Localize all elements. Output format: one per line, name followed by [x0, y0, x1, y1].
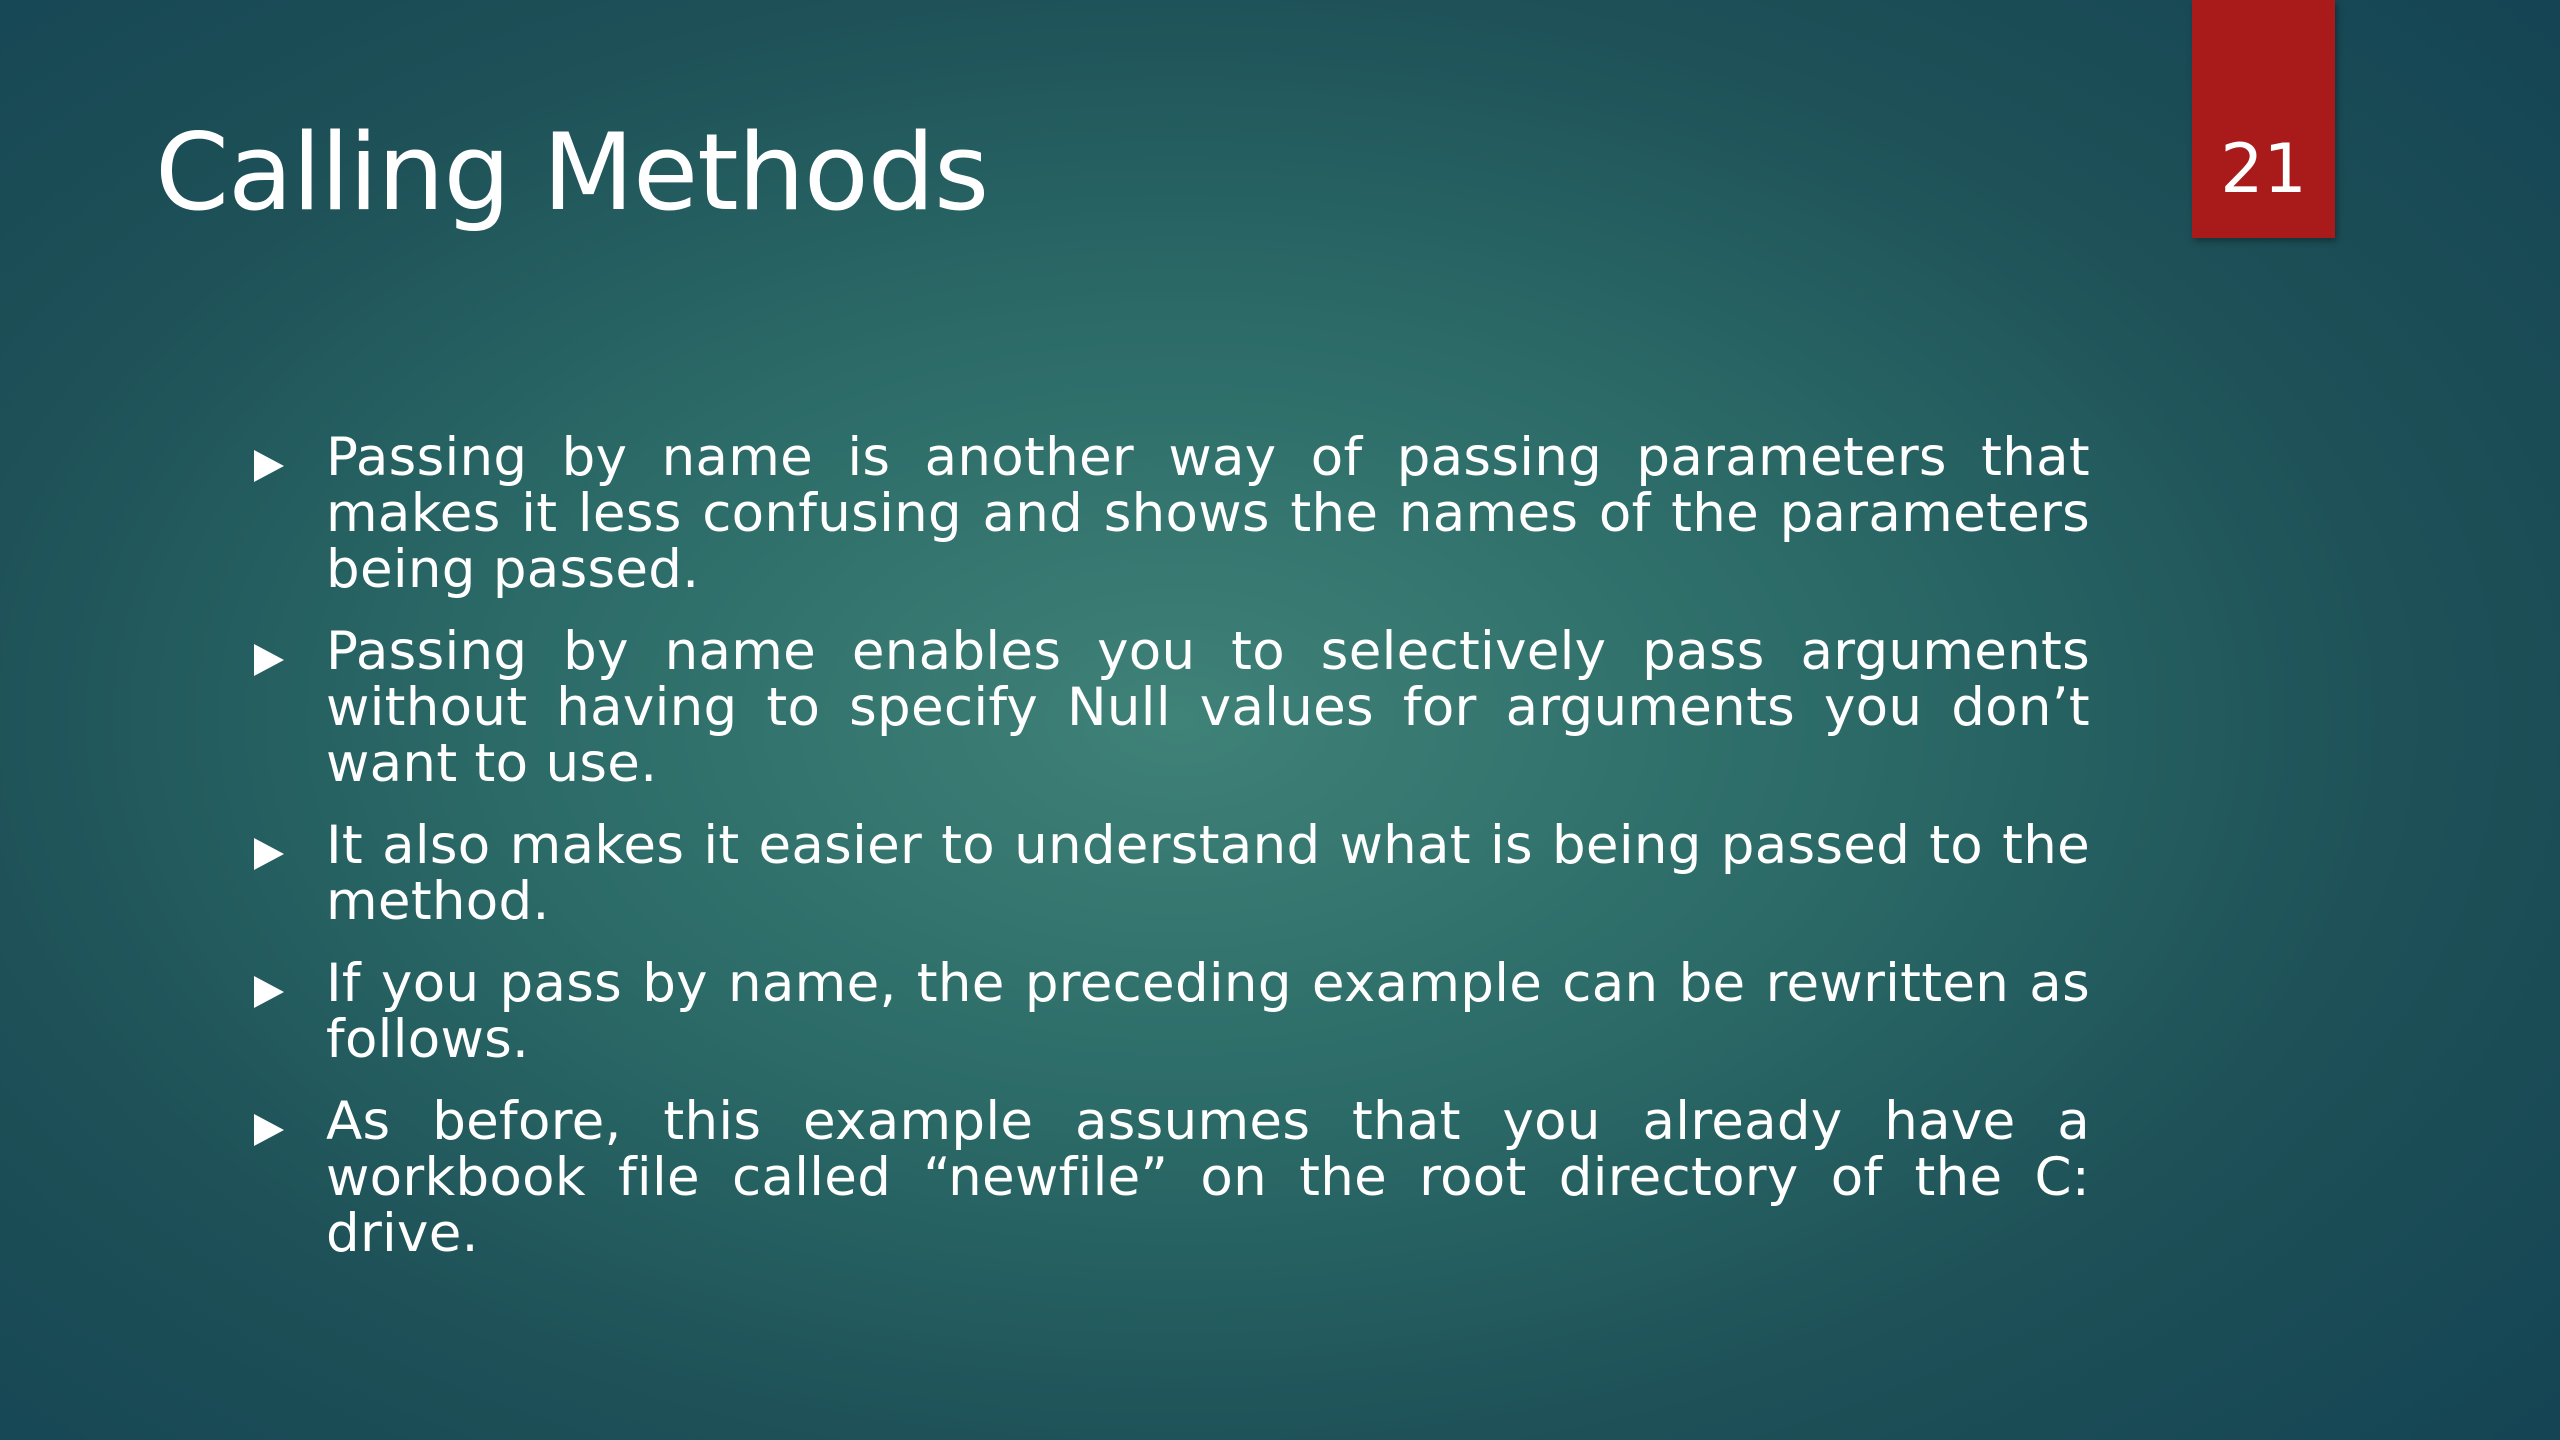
bullet-item	[250, 953, 2090, 1070]
page-number: 21	[2220, 130, 2307, 209]
bullet-text: Passing by name enables you to selectively pass arguments without having to specify Null values for arguments you don’t want to use.	[326, 621, 2090, 794]
bullet-list	[250, 427, 2090, 1288]
triangle-right-icon	[254, 644, 284, 676]
triangle-right-icon	[254, 838, 284, 870]
triangle-right-icon	[254, 1114, 284, 1146]
bullet-text: If you pass by name, the preceding example can be rewritten as follows.	[326, 953, 2090, 1070]
bullet-item	[250, 1091, 2090, 1264]
bullet-item	[250, 621, 2090, 794]
bullet-item	[250, 815, 2090, 932]
bullet-item	[250, 427, 2090, 600]
page-number-badge	[2192, 0, 2335, 238]
slide-title: Calling Methods	[155, 111, 989, 234]
bullet-text: Passing by name is another way of passing parameters that makes it less confusing and shows the names of the parameters being passed.	[326, 427, 2090, 600]
bullet-text: It also makes it easier to understand what is being passed to the method.	[326, 815, 2090, 932]
bullet-text: As before, this example assumes that you already have a workbook file called “newfile” on the root directory of the C: drive.	[326, 1091, 2090, 1264]
triangle-right-icon	[254, 450, 284, 482]
triangle-right-icon	[254, 976, 284, 1008]
